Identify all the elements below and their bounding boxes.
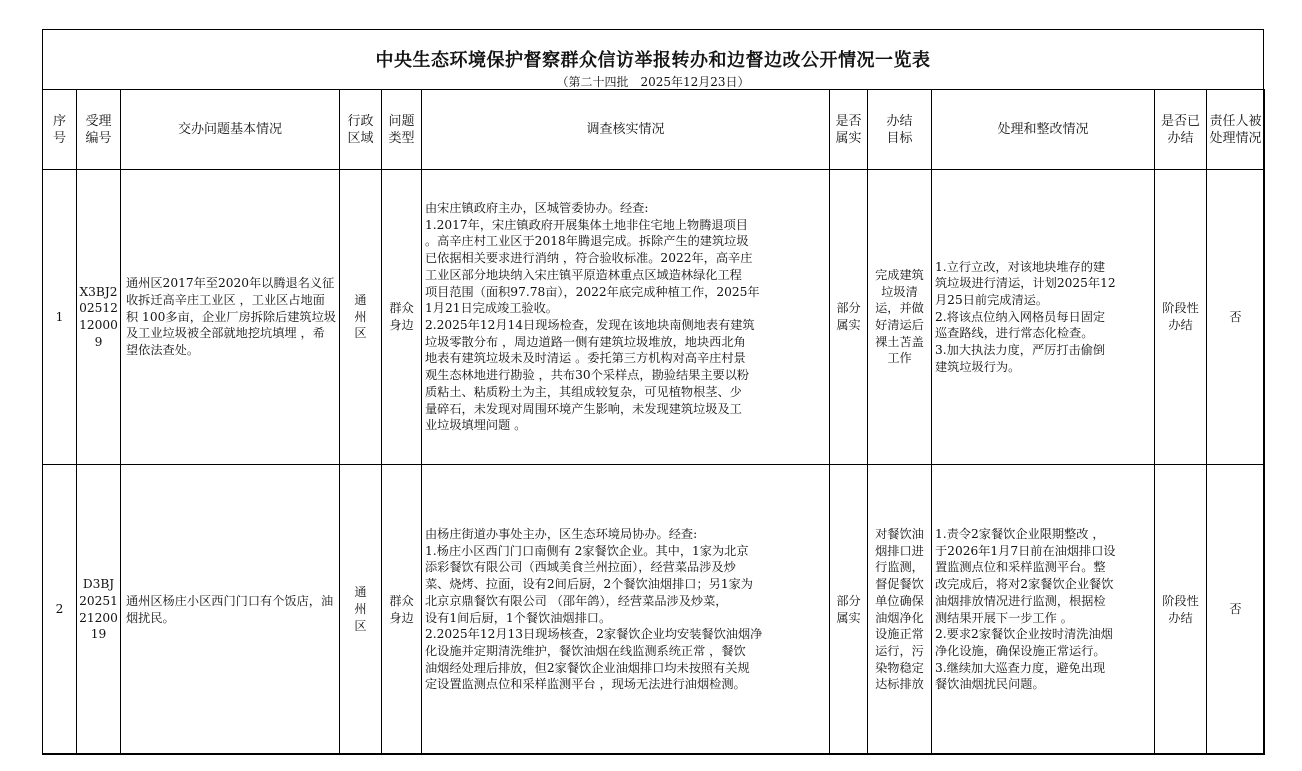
- page-title: 中央生态环境保护督察群众信访举报转办和边督边改公开情况一览表: [375, 50, 931, 71]
- header-basic: 交办问题基本情况: [121, 90, 340, 170]
- cell-verified: 部分属实: [830, 170, 868, 465]
- investigation-line: 由宋庄镇政府主办，区城管委协办。经查:: [425, 201, 649, 216]
- handling-line: 2.要求2家餐饮企业按时清洗油烟: [935, 627, 1113, 642]
- cell-goal: 完成建筑垃圾清运，并做好清运后裸土苫盖工作: [868, 170, 932, 465]
- handling-line: 1.责令2家餐饮企业限期整改 ，: [935, 526, 1105, 541]
- investigation-line: 定设置监测点位和采样监测平台 ，现场无法进行油烟检测。: [425, 677, 746, 692]
- cell-type: 群众身边: [382, 170, 422, 465]
- investigation-line: 。高辛庄村工业区于2018年腾退完成。拆除产生的建筑垃圾: [425, 234, 749, 249]
- investigation-line: 项目范围（面积97.78亩），2022年底完成种植工作，2025年: [425, 284, 760, 299]
- handling-line: 测结果开展下一步工作 。: [935, 610, 1073, 625]
- title-band: [43, 30, 1263, 90]
- header-row: [43, 90, 1265, 170]
- handling-line: 3.继续加大巡查力度，避免出现: [935, 660, 1106, 675]
- investigation-line: 已依据相关要求进行消纳 ，符合验收标准。2022年，高辛庄: [425, 251, 753, 266]
- handling-line: 巡查路线，进行常态化检查。: [935, 326, 1094, 341]
- cell-goal: 对餐饮油烟排口进行监测，督促餐饮单位确保油烟净化设施正常运行，污染物稳定达标排放: [868, 465, 932, 755]
- cell-handling: [932, 170, 1155, 465]
- cell-closed: 阶段性办结: [1155, 465, 1207, 755]
- header-handling: 处理和整改情况: [932, 90, 1155, 170]
- cell-basic: 通州区杨庄小区西门门口有个饭店，油烟扰民。: [121, 465, 340, 755]
- cell-seq: 2: [43, 465, 77, 755]
- cell-verified: 部分属实: [830, 465, 868, 755]
- header-closed: 是否已办结: [1155, 90, 1207, 170]
- cell-accountability: 否: [1207, 170, 1265, 465]
- handling-line: 2.将该点位纳入网格员每日固定: [935, 309, 1106, 324]
- table-row: [43, 170, 1265, 465]
- investigation-line: 北京京鼎餐饮有限公司 （邵年鸽），经营菜品涉及炒菜，: [425, 593, 728, 608]
- investigation-line: 量碎石，未发现对周围环境产生影响，未发现建筑垃圾及工: [425, 401, 742, 416]
- header-type: 问题类型: [382, 90, 422, 170]
- header-code: 受理编号: [77, 90, 121, 170]
- investigation-line: 设有1间后厨，1个餐饮油烟排口。: [425, 610, 612, 625]
- handling-line: 改完成后，将对2家餐饮企业餐饮: [935, 577, 1114, 592]
- handling-line: 建筑垃圾行为。: [935, 359, 1021, 374]
- header-seq: 序号: [43, 90, 77, 170]
- cell-region: 通州区: [340, 465, 382, 755]
- cell-seq: 1: [43, 170, 77, 465]
- investigation-line: 垃圾零散分布 ，周边道路一侧有建筑垃圾堆放，地块西北角: [425, 334, 746, 349]
- investigation-line: 1.杨庄小区西门门口南侧有 2家餐饮企业。其中，1家为北京: [425, 543, 749, 558]
- report-table: [42, 89, 1265, 755]
- investigation-line: 化设施并定期清洗维护，餐饮油烟在线监测系统正常 ，餐饮: [425, 643, 746, 658]
- investigation-line: 观生态林地进行勘验 ，共布30个采样点，勘验结果主要以粉: [425, 368, 750, 383]
- table-row: [43, 465, 1265, 755]
- investigation-line: 1.2017年，宋庄镇政府开展集体土地非住宅地上物腾退项目: [425, 217, 748, 232]
- cell-investigation: [422, 170, 830, 465]
- handling-line: 油烟排放情况进行监测，根据检: [935, 593, 1106, 608]
- cell-investigation: [422, 465, 830, 755]
- investigation-line: 质粘土、粘质粉土为主，其组成较复杂，可见植物根茎、少: [425, 384, 742, 399]
- handling-line: 于2026年1月7日前在油烟排口设: [935, 543, 1116, 558]
- handling-line: 餐饮油烟扰民问题。: [935, 677, 1045, 692]
- cell-region: 通州区: [340, 170, 382, 465]
- cell-accountability: 否: [1207, 465, 1265, 755]
- cell-handling: [932, 465, 1155, 755]
- investigation-line: 油烟经处理后排放，但2家餐饮企业油烟排口均未按照有关规: [425, 660, 750, 675]
- cell-closed: 阶段性办结: [1155, 170, 1207, 465]
- investigation-line: 1月21日完成竣工验收。: [425, 301, 558, 316]
- investigation-line: 由杨庄街道办事处主办，区生态环境局协办。经查:: [425, 526, 698, 541]
- report-sheet: [42, 29, 1264, 754]
- investigation-line: 2.2025年12月13日现场核查，2家餐饮企业均安装餐饮油烟净: [425, 627, 763, 642]
- handling-line: 月25日前完成清运。: [935, 292, 1049, 307]
- header-accountability: 责任人被处理情况: [1207, 90, 1265, 170]
- investigation-line: 地表有建筑垃圾未及时清运 。委托第三方机构对高辛庄村景: [425, 351, 746, 366]
- investigation-line: 2.2025年12月14日现场检查，发现在该地块南侧地表有建筑: [425, 318, 755, 332]
- header-investigation: 调查核实情况: [422, 90, 830, 170]
- header-region: 行政区域: [340, 90, 382, 170]
- page-subtitle: （第二十四批 2025年12月23日）: [556, 75, 750, 89]
- cell-type: 群众身边: [382, 465, 422, 755]
- cell-code: D3BJ20251212001​9: [77, 465, 121, 755]
- handling-line: 1.立行立改，对该地块堆存的建: [935, 259, 1106, 274]
- investigation-line: 工业区部分地块纳入宋庄镇平原造林重点区域造林绿化工程: [425, 267, 742, 282]
- handling-line: 3.加大执法力度，严厉打击偷倒: [935, 343, 1106, 358]
- investigation-line: 添彩餐饮有限公司（西域美食兰州拉面），经营菜品涉及炒: [425, 560, 736, 575]
- cell-code: X3BJ20251212000​9: [77, 170, 121, 465]
- handling-line: 净化设施，确保设施正常运行。: [935, 643, 1106, 658]
- cell-basic: 通州区2017年至2020年以腾退名义征收拆迁高辛庄工业区 ，工业区占地面积 100多亩，企业厂房拆除后建筑垃圾及工业垃圾被全部就地挖坑填埋 ，希望依法查处。: [121, 170, 340, 465]
- investigation-line: 菜、烧烤、拉面，设有2间后厨，2个餐饮油烟排口；另1家为: [425, 577, 753, 592]
- header-goal: 办结目标: [868, 90, 932, 170]
- header-verified: 是否属实: [830, 90, 868, 170]
- handling-line: 筑垃圾进行清运，计划2025年12: [935, 276, 1116, 291]
- investigation-line: 业垃圾填埋问题 。: [425, 418, 527, 433]
- handling-line: 置监测点位和采样监测平台。整: [935, 560, 1106, 575]
